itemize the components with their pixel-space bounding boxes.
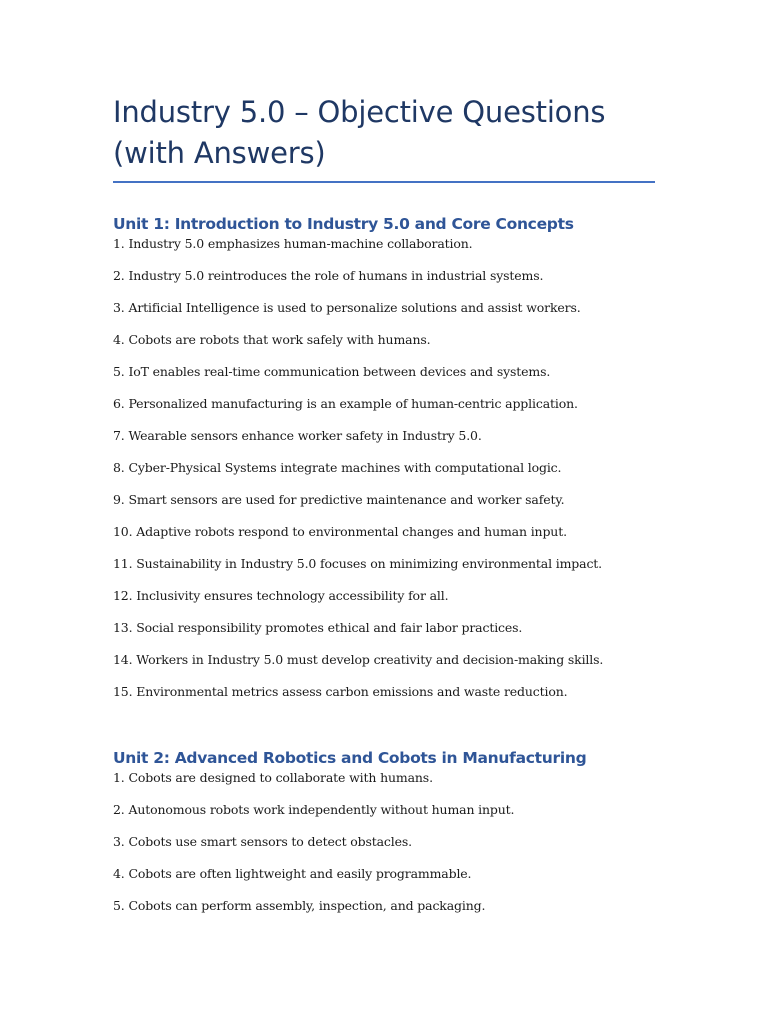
question-item: 15. Environmental metrics assess carbon emissions and waste reduction. xyxy=(113,684,568,699)
title-underline-rule xyxy=(113,181,655,183)
unit-1-heading: Unit 1: Introduction to Industry 5.0 and Core Concepts xyxy=(113,215,574,233)
question-item: 10. Adaptive robots respond to environmental changes and human input. xyxy=(113,524,567,539)
question-item: 8. Cyber-Physical Systems integrate machines with computational logic. xyxy=(113,460,562,475)
question-item: 12. Inclusivity ensures technology accessibility for all. xyxy=(113,588,449,603)
document-title-line-2: (with Answers) xyxy=(113,136,326,170)
question-item: 14. Workers in Industry 5.0 must develop creativity and decision-making skills. xyxy=(113,652,604,667)
question-item: 7. Wearable sensors enhance worker safety in Industry 5.0. xyxy=(113,428,482,443)
question-item: 9. Smart sensors are used for predictive maintenance and worker safety. xyxy=(113,492,565,507)
question-item: 13. Social responsibility promotes ethical and fair labor practices. xyxy=(113,620,523,635)
unit-2-section xyxy=(113,748,655,931)
unit-1-section xyxy=(113,214,655,717)
question-item: 5. Cobots can perform assembly, inspection, and packaging. xyxy=(113,898,486,913)
question-item: 4. Cobots are often lightweight and easily programmable. xyxy=(113,866,472,881)
unit-2-heading: Unit 2: Advanced Robotics and Cobots in Manufacturing xyxy=(113,749,587,767)
document-title xyxy=(113,92,655,174)
question-item: 2. Industry 5.0 reintroduces the role of humans in industrial systems. xyxy=(113,268,544,283)
question-item: 5. IoT enables real-time communication between devices and systems. xyxy=(113,364,551,379)
question-item: 11. Sustainability in Industry 5.0 focuses on minimizing environmental impact. xyxy=(113,556,602,571)
question-item: 6. Personalized manufacturing is an example of human-centric application. xyxy=(113,396,578,411)
unit-1-question-list xyxy=(113,237,655,717)
question-item: 3. Cobots use smart sensors to detect obstacles. xyxy=(113,834,412,849)
document-page xyxy=(113,92,655,931)
question-item: 3. Artificial Intelligence is used to personalize solutions and assist workers. xyxy=(113,300,581,315)
document-title-line-1: Industry 5.0 – Objective Questions xyxy=(113,95,606,129)
question-item: 1. Industry 5.0 emphasizes human-machine collaboration. xyxy=(113,236,473,251)
question-item: 4. Cobots are robots that work safely with humans. xyxy=(113,332,431,347)
question-item: 2. Autonomous robots work independently without human input. xyxy=(113,802,515,817)
unit-2-question-list xyxy=(113,771,655,931)
question-item: 1. Cobots are designed to collaborate with humans. xyxy=(113,770,433,785)
